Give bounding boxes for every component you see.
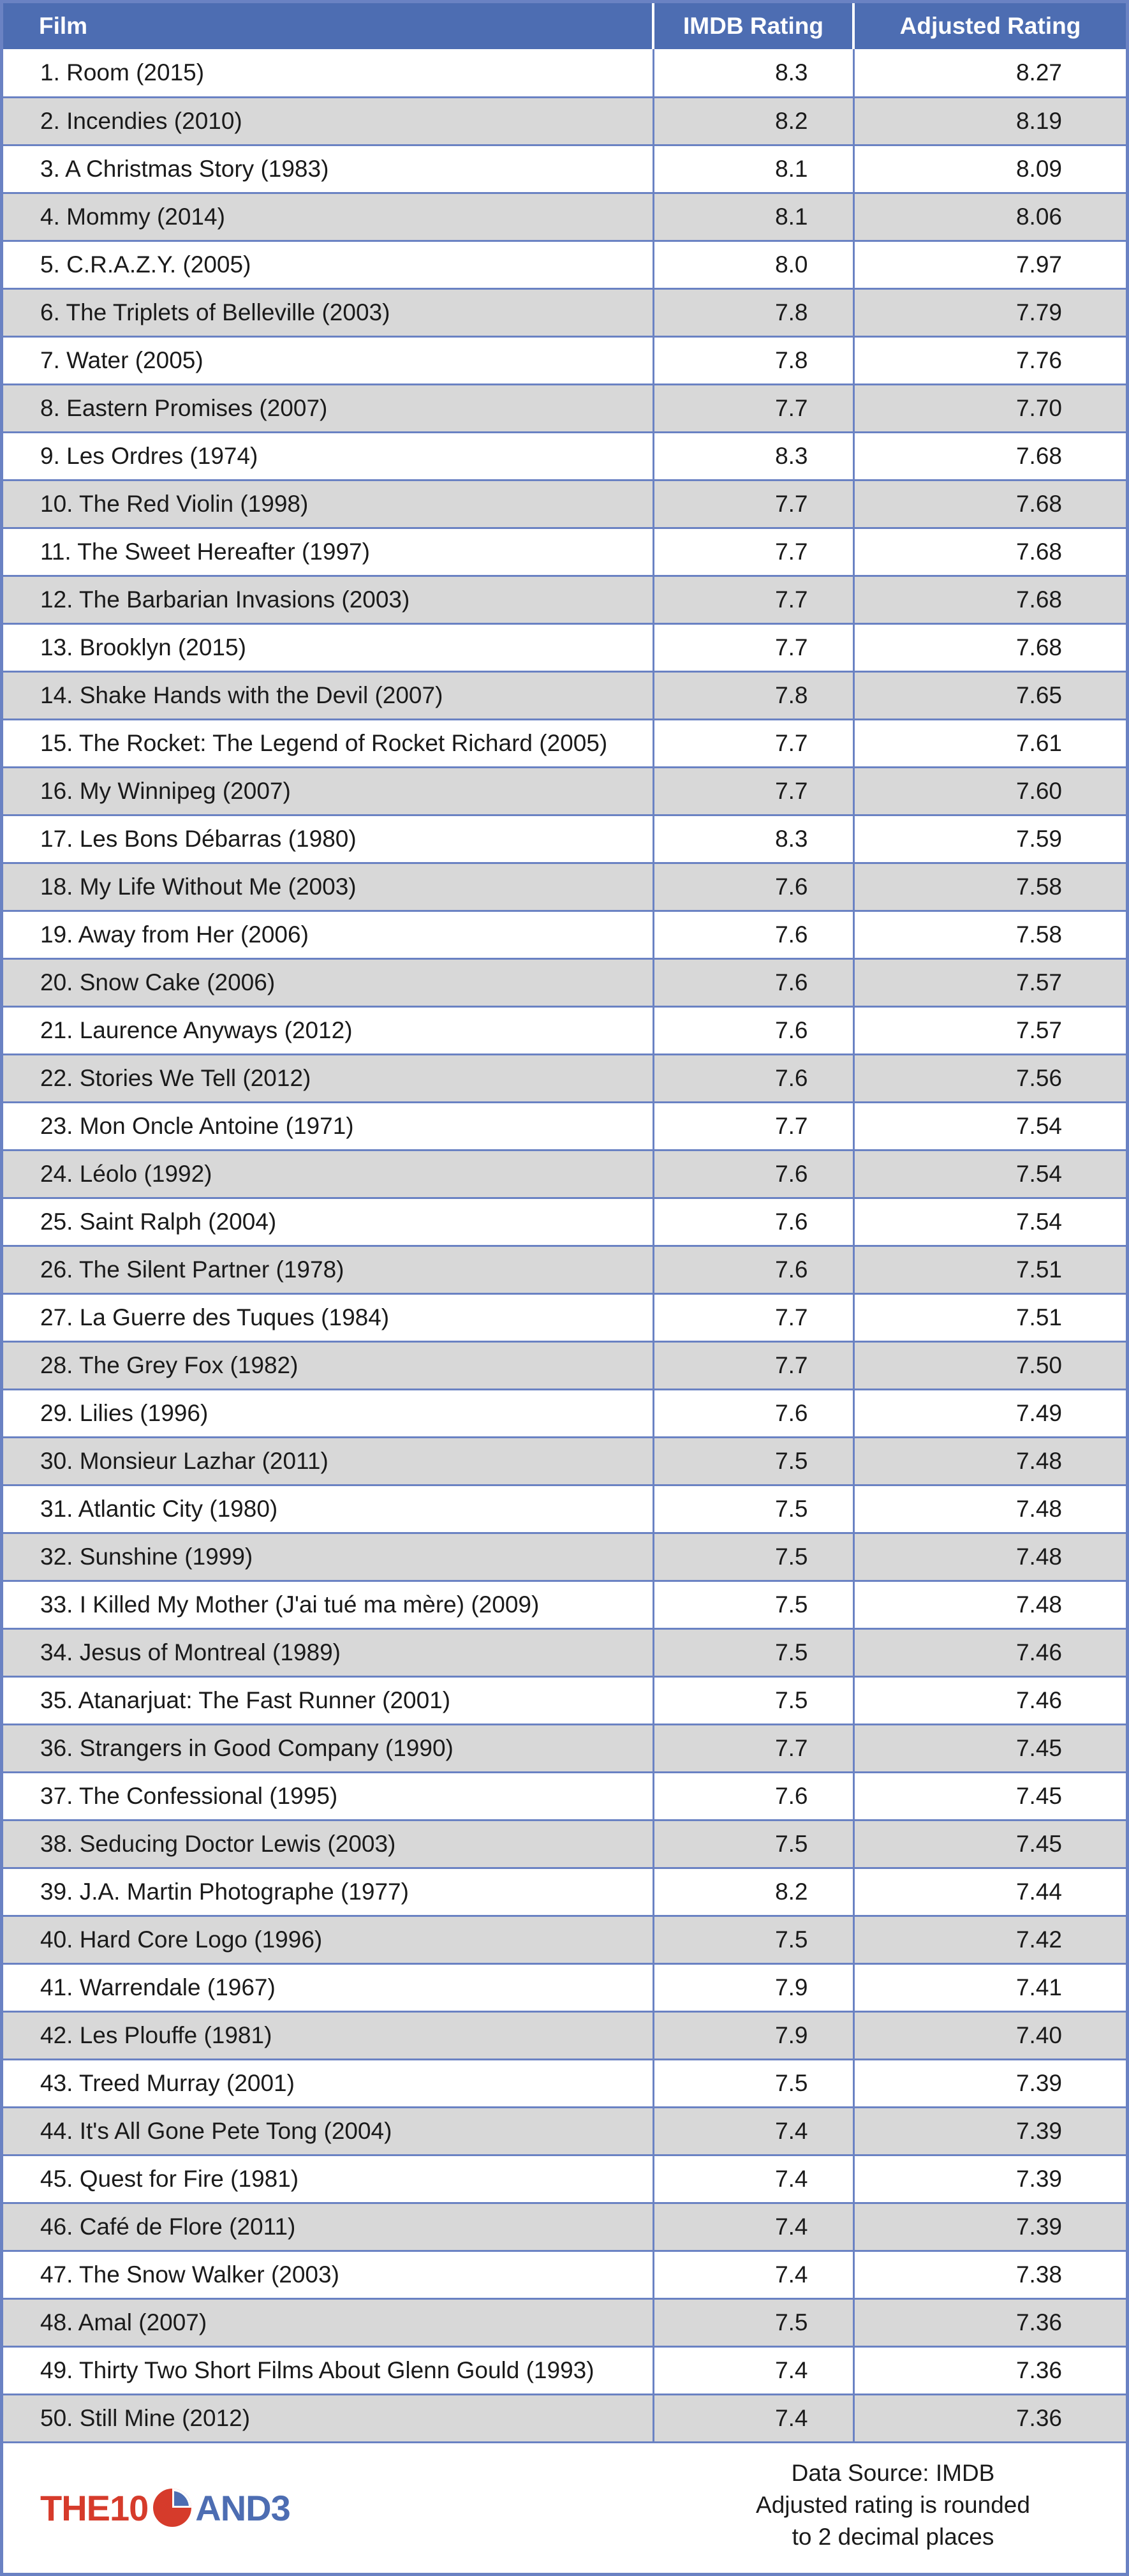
imdb-rating-cell: 7.7 — [653, 767, 853, 815]
film-title-cell: 34. Jesus of Montreal (1989) — [3, 1628, 653, 1676]
note-line: to 2 decimal places — [792, 2524, 994, 2550]
table-row — [3, 336, 1126, 384]
table-row — [3, 193, 1126, 241]
table-row — [3, 241, 1126, 288]
adjusted-rating-cell: 7.68 — [853, 528, 1126, 576]
film-title-cell: 48. Amal (2007) — [3, 2298, 653, 2346]
table-row — [3, 1772, 1126, 1820]
imdb-rating-cell: 7.7 — [653, 528, 853, 576]
table-row — [3, 1628, 1126, 1676]
adjusted-rating-cell: 7.36 — [853, 2394, 1126, 2442]
imdb-rating-cell: 7.7 — [653, 1102, 853, 1150]
imdb-rating-cell: 7.4 — [653, 2251, 853, 2298]
table-row — [3, 1676, 1126, 1724]
logo-text-left: THE10 — [40, 2487, 149, 2528]
table-row — [3, 1054, 1126, 1102]
imdb-rating-cell: 7.6 — [653, 911, 853, 958]
imdb-rating-cell: 8.1 — [653, 145, 853, 193]
table-header — [3, 3, 1126, 49]
column-header-adjusted-rating: Adjusted Rating — [853, 3, 1126, 49]
table-row — [3, 2203, 1126, 2251]
adjusted-rating-cell: 7.46 — [853, 1676, 1126, 1724]
table-row — [3, 432, 1126, 480]
adjusted-rating-cell: 7.65 — [853, 671, 1126, 719]
imdb-rating-cell: 7.6 — [653, 1150, 853, 1198]
imdb-rating-cell: 7.7 — [653, 623, 853, 671]
imdb-rating-cell: 7.7 — [653, 719, 853, 767]
adjusted-rating-cell: 7.68 — [853, 480, 1126, 528]
imdb-rating-cell: 7.8 — [653, 288, 853, 336]
film-title-cell: 14. Shake Hands with the Devil (2007) — [3, 671, 653, 719]
film-title-cell: 6. The Triplets of Belleville (2003) — [3, 288, 653, 336]
table-row — [3, 2059, 1126, 2107]
imdb-rating-cell: 7.6 — [653, 1389, 853, 1437]
imdb-rating-cell: 8.3 — [653, 49, 853, 97]
adjusted-rating-cell: 7.97 — [853, 241, 1126, 288]
table-row — [3, 145, 1126, 193]
table-row — [3, 1006, 1126, 1054]
adjusted-rating-cell: 8.19 — [853, 97, 1126, 145]
film-title-cell: 43. Treed Murray (2001) — [3, 2059, 653, 2107]
film-title-cell: 27. La Guerre des Tuques (1984) — [3, 1293, 653, 1341]
adjusted-rating-cell: 7.56 — [853, 1054, 1126, 1102]
adjusted-rating-cell: 7.36 — [853, 2346, 1126, 2394]
table-row — [3, 2394, 1126, 2442]
table-row — [3, 49, 1126, 97]
source-notes — [705, 2457, 1081, 2553]
imdb-rating-cell: 7.5 — [653, 1533, 853, 1581]
table-row — [3, 1102, 1126, 1150]
adjusted-rating-cell: 7.70 — [853, 384, 1126, 432]
film-title-cell: 23. Mon Oncle Antoine (1971) — [3, 1102, 653, 1150]
adjusted-rating-cell: 7.39 — [853, 2203, 1126, 2251]
film-title-cell: 7. Water (2005) — [3, 336, 653, 384]
imdb-rating-cell: 7.8 — [653, 336, 853, 384]
film-title-cell: 13. Brooklyn (2015) — [3, 623, 653, 671]
table-row — [3, 2251, 1126, 2298]
adjusted-rating-cell: 7.51 — [853, 1246, 1126, 1293]
film-title-cell: 17. Les Bons Débarras (1980) — [3, 815, 653, 863]
imdb-rating-cell: 7.4 — [653, 2394, 853, 2442]
adjusted-rating-cell: 7.48 — [853, 1485, 1126, 1533]
film-title-cell: 24. Léolo (1992) — [3, 1150, 653, 1198]
film-title-cell: 25. Saint Ralph (2004) — [3, 1198, 653, 1246]
table-row — [3, 719, 1126, 767]
film-title-cell: 8. Eastern Promises (2007) — [3, 384, 653, 432]
imdb-rating-cell: 7.4 — [653, 2155, 853, 2203]
adjusted-rating-cell: 7.57 — [853, 958, 1126, 1006]
adjusted-rating-cell: 7.44 — [853, 1868, 1126, 1916]
table-row — [3, 1389, 1126, 1437]
adjusted-rating-cell: 7.36 — [853, 2298, 1126, 2346]
imdb-rating-cell: 7.6 — [653, 863, 853, 911]
imdb-rating-cell: 7.7 — [653, 384, 853, 432]
film-title-cell: 3. A Christmas Story (1983) — [3, 145, 653, 193]
imdb-rating-cell: 7.7 — [653, 1341, 853, 1389]
film-title-cell: 36. Strangers in Good Company (1990) — [3, 1724, 653, 1772]
imdb-rating-cell: 7.5 — [653, 2059, 853, 2107]
table-row — [3, 1150, 1126, 1198]
film-title-cell: 40. Hard Core Logo (1996) — [3, 1916, 653, 1963]
adjusted-rating-cell: 7.40 — [853, 2011, 1126, 2059]
adjusted-rating-cell: 7.76 — [853, 336, 1126, 384]
adjusted-rating-cell: 8.06 — [853, 193, 1126, 241]
adjusted-rating-cell: 7.54 — [853, 1150, 1126, 1198]
film-title-cell: 10. The Red Violin (1998) — [3, 480, 653, 528]
film-title-cell: 39. J.A. Martin Photographe (1977) — [3, 1868, 653, 1916]
adjusted-rating-cell: 7.58 — [853, 863, 1126, 911]
adjusted-rating-cell: 7.41 — [853, 1963, 1126, 2011]
film-title-cell: 11. The Sweet Hereafter (1997) — [3, 528, 653, 576]
adjusted-rating-cell: 7.39 — [853, 2107, 1126, 2155]
film-title-cell: 30. Monsieur Lazhar (2011) — [3, 1437, 653, 1485]
film-title-cell: 35. Atanarjuat: The Fast Runner (2001) — [3, 1676, 653, 1724]
imdb-rating-cell: 7.5 — [653, 1485, 853, 1533]
imdb-rating-cell: 8.1 — [653, 193, 853, 241]
header-row — [3, 3, 1126, 49]
adjusted-rating-cell: 7.45 — [853, 1772, 1126, 1820]
film-title-cell: 26. The Silent Partner (1978) — [3, 1246, 653, 1293]
film-title-cell: 42. Les Plouffe (1981) — [3, 2011, 653, 2059]
film-title-cell: 2. Incendies (2010) — [3, 97, 653, 145]
adjusted-rating-cell: 7.59 — [853, 815, 1126, 863]
imdb-rating-cell: 7.7 — [653, 480, 853, 528]
imdb-rating-cell: 7.6 — [653, 1198, 853, 1246]
film-title-cell: 15. The Rocket: The Legend of Rocket Richard (2005) — [3, 719, 653, 767]
film-title-cell: 18. My Life Without Me (2003) — [3, 863, 653, 911]
imdb-rating-cell: 7.9 — [653, 2011, 853, 2059]
adjusted-rating-cell: 7.61 — [853, 719, 1126, 767]
film-title-cell: 5. C.R.A.Z.Y. (2005) — [3, 241, 653, 288]
adjusted-rating-cell: 7.79 — [853, 288, 1126, 336]
column-header-imdb-rating: IMDB Rating — [653, 3, 853, 49]
adjusted-rating-cell: 7.51 — [853, 1293, 1126, 1341]
imdb-rating-cell: 7.5 — [653, 1916, 853, 1963]
table-row — [3, 97, 1126, 145]
imdb-rating-cell: 8.3 — [653, 815, 853, 863]
table-row — [3, 958, 1126, 1006]
film-title-cell: 49. Thirty Two Short Films About Glenn Gould (1993) — [3, 2346, 653, 2394]
imdb-rating-cell: 7.6 — [653, 1246, 853, 1293]
film-title-cell: 47. The Snow Walker (2003) — [3, 2251, 653, 2298]
imdb-rating-cell: 7.6 — [653, 1006, 853, 1054]
film-title-cell: 38. Seducing Doctor Lewis (2003) — [3, 1820, 653, 1868]
adjusted-rating-cell: 7.68 — [853, 432, 1126, 480]
footer — [3, 2447, 1126, 2573]
adjusted-rating-cell: 7.38 — [853, 2251, 1126, 2298]
film-title-cell: 22. Stories We Tell (2012) — [3, 1054, 653, 1102]
film-title-cell: 12. The Barbarian Invasions (2003) — [3, 576, 653, 623]
table-row — [3, 1868, 1126, 1916]
adjusted-rating-cell: 7.57 — [853, 1006, 1126, 1054]
table-row — [3, 1198, 1126, 1246]
film-title-cell: 20. Snow Cake (2006) — [3, 958, 653, 1006]
film-title-cell: 19. Away from Her (2006) — [3, 911, 653, 958]
film-title-cell: 37. The Confessional (1995) — [3, 1772, 653, 1820]
table-row — [3, 1916, 1126, 1963]
adjusted-rating-cell: 7.42 — [853, 1916, 1126, 1963]
adjusted-rating-cell: 7.45 — [853, 1820, 1126, 1868]
imdb-rating-cell: 7.7 — [653, 1293, 853, 1341]
table-row — [3, 1485, 1126, 1533]
table-row — [3, 2011, 1126, 2059]
table-row — [3, 2346, 1126, 2394]
adjusted-rating-cell: 7.60 — [853, 767, 1126, 815]
table-row — [3, 815, 1126, 863]
table-row — [3, 1581, 1126, 1628]
adjusted-rating-cell: 7.68 — [853, 623, 1126, 671]
brand-logo — [40, 2485, 290, 2530]
adjusted-rating-cell: 7.48 — [853, 1437, 1126, 1485]
film-title-cell: 21. Laurence Anyways (2012) — [3, 1006, 653, 1054]
imdb-rating-cell: 7.7 — [653, 1724, 853, 1772]
table-row — [3, 1437, 1126, 1485]
table-row — [3, 1341, 1126, 1389]
imdb-rating-cell: 7.8 — [653, 671, 853, 719]
imdb-rating-cell: 7.7 — [653, 576, 853, 623]
table-row — [3, 288, 1126, 336]
imdb-rating-cell: 7.4 — [653, 2203, 853, 2251]
imdb-rating-cell: 7.6 — [653, 1772, 853, 1820]
imdb-rating-cell: 7.5 — [653, 2298, 853, 2346]
imdb-rating-cell: 7.5 — [653, 1628, 853, 1676]
table-row — [3, 1246, 1126, 1293]
imdb-rating-cell: 7.4 — [653, 2346, 853, 2394]
imdb-rating-cell: 7.5 — [653, 1437, 853, 1485]
table-row — [3, 623, 1126, 671]
note-line: Data Source: IMDB — [791, 2460, 995, 2486]
adjusted-rating-cell: 7.48 — [853, 1581, 1126, 1628]
film-title-cell: 41. Warrendale (1967) — [3, 1963, 653, 2011]
adjusted-rating-cell: 7.46 — [853, 1628, 1126, 1676]
adjusted-rating-cell: 7.39 — [853, 2059, 1126, 2107]
imdb-rating-cell: 8.2 — [653, 97, 853, 145]
imdb-rating-cell: 7.6 — [653, 1054, 853, 1102]
table-row — [3, 2107, 1126, 2155]
imdb-rating-cell: 7.4 — [653, 2107, 853, 2155]
table-row — [3, 576, 1126, 623]
table-row — [3, 1533, 1126, 1581]
film-title-cell: 29. Lilies (1996) — [3, 1389, 653, 1437]
adjusted-rating-cell: 7.54 — [853, 1198, 1126, 1246]
film-title-cell: 9. Les Ordres (1974) — [3, 432, 653, 480]
film-title-cell: 1. Room (2015) — [3, 49, 653, 97]
film-title-cell: 28. The Grey Fox (1982) — [3, 1341, 653, 1389]
table-row — [3, 2298, 1126, 2346]
table-row — [3, 1724, 1126, 1772]
logo-text-right: AND3 — [195, 2487, 290, 2528]
imdb-rating-cell: 7.6 — [653, 958, 853, 1006]
film-title-cell: 44. It's All Gone Pete Tong (2004) — [3, 2107, 653, 2155]
table-row — [3, 1293, 1126, 1341]
table-row — [3, 384, 1126, 432]
imdb-rating-cell: 7.5 — [653, 1676, 853, 1724]
table-row — [3, 671, 1126, 719]
imdb-rating-cell: 8.0 — [653, 241, 853, 288]
adjusted-rating-cell: 8.27 — [853, 49, 1126, 97]
film-title-cell: 4. Mommy (2014) — [3, 193, 653, 241]
film-title-cell: 45. Quest for Fire (1981) — [3, 2155, 653, 2203]
film-title-cell: 31. Atlantic City (1980) — [3, 1485, 653, 1533]
note-line: Adjusted rating is rounded — [756, 2492, 1030, 2518]
pie-chart-icon — [152, 2487, 193, 2528]
table-row — [3, 528, 1126, 576]
adjusted-rating-cell: 7.48 — [853, 1533, 1126, 1581]
adjusted-rating-cell: 8.09 — [853, 145, 1126, 193]
imdb-rating-cell: 7.9 — [653, 1963, 853, 2011]
table-row — [3, 767, 1126, 815]
adjusted-rating-cell: 7.39 — [853, 2155, 1126, 2203]
film-title-cell: 33. I Killed My Mother (J'ai tué ma mère) (2009) — [3, 1581, 653, 1628]
adjusted-rating-cell: 7.68 — [853, 576, 1126, 623]
table-row — [3, 911, 1126, 958]
table-row — [3, 1820, 1126, 1868]
imdb-rating-cell: 8.3 — [653, 432, 853, 480]
imdb-rating-cell: 7.5 — [653, 1581, 853, 1628]
adjusted-rating-cell: 7.58 — [853, 911, 1126, 958]
ratings-table — [3, 3, 1126, 2443]
film-title-cell: 50. Still Mine (2012) — [3, 2394, 653, 2442]
imdb-rating-cell: 7.5 — [653, 1820, 853, 1868]
table-row — [3, 1963, 1126, 2011]
table-row — [3, 863, 1126, 911]
adjusted-rating-cell: 7.49 — [853, 1389, 1126, 1437]
adjusted-rating-cell: 7.50 — [853, 1341, 1126, 1389]
adjusted-rating-cell: 7.54 — [853, 1102, 1126, 1150]
imdb-rating-cell: 8.2 — [653, 1868, 853, 1916]
table-row — [3, 2155, 1126, 2203]
film-title-cell: 46. Café de Flore (2011) — [3, 2203, 653, 2251]
film-title-cell: 32. Sunshine (1999) — [3, 1533, 653, 1581]
table-row — [3, 480, 1126, 528]
adjusted-rating-cell: 7.45 — [853, 1724, 1126, 1772]
table-body — [3, 49, 1126, 2442]
column-header-film: Film — [3, 3, 653, 49]
film-title-cell: 16. My Winnipeg (2007) — [3, 767, 653, 815]
